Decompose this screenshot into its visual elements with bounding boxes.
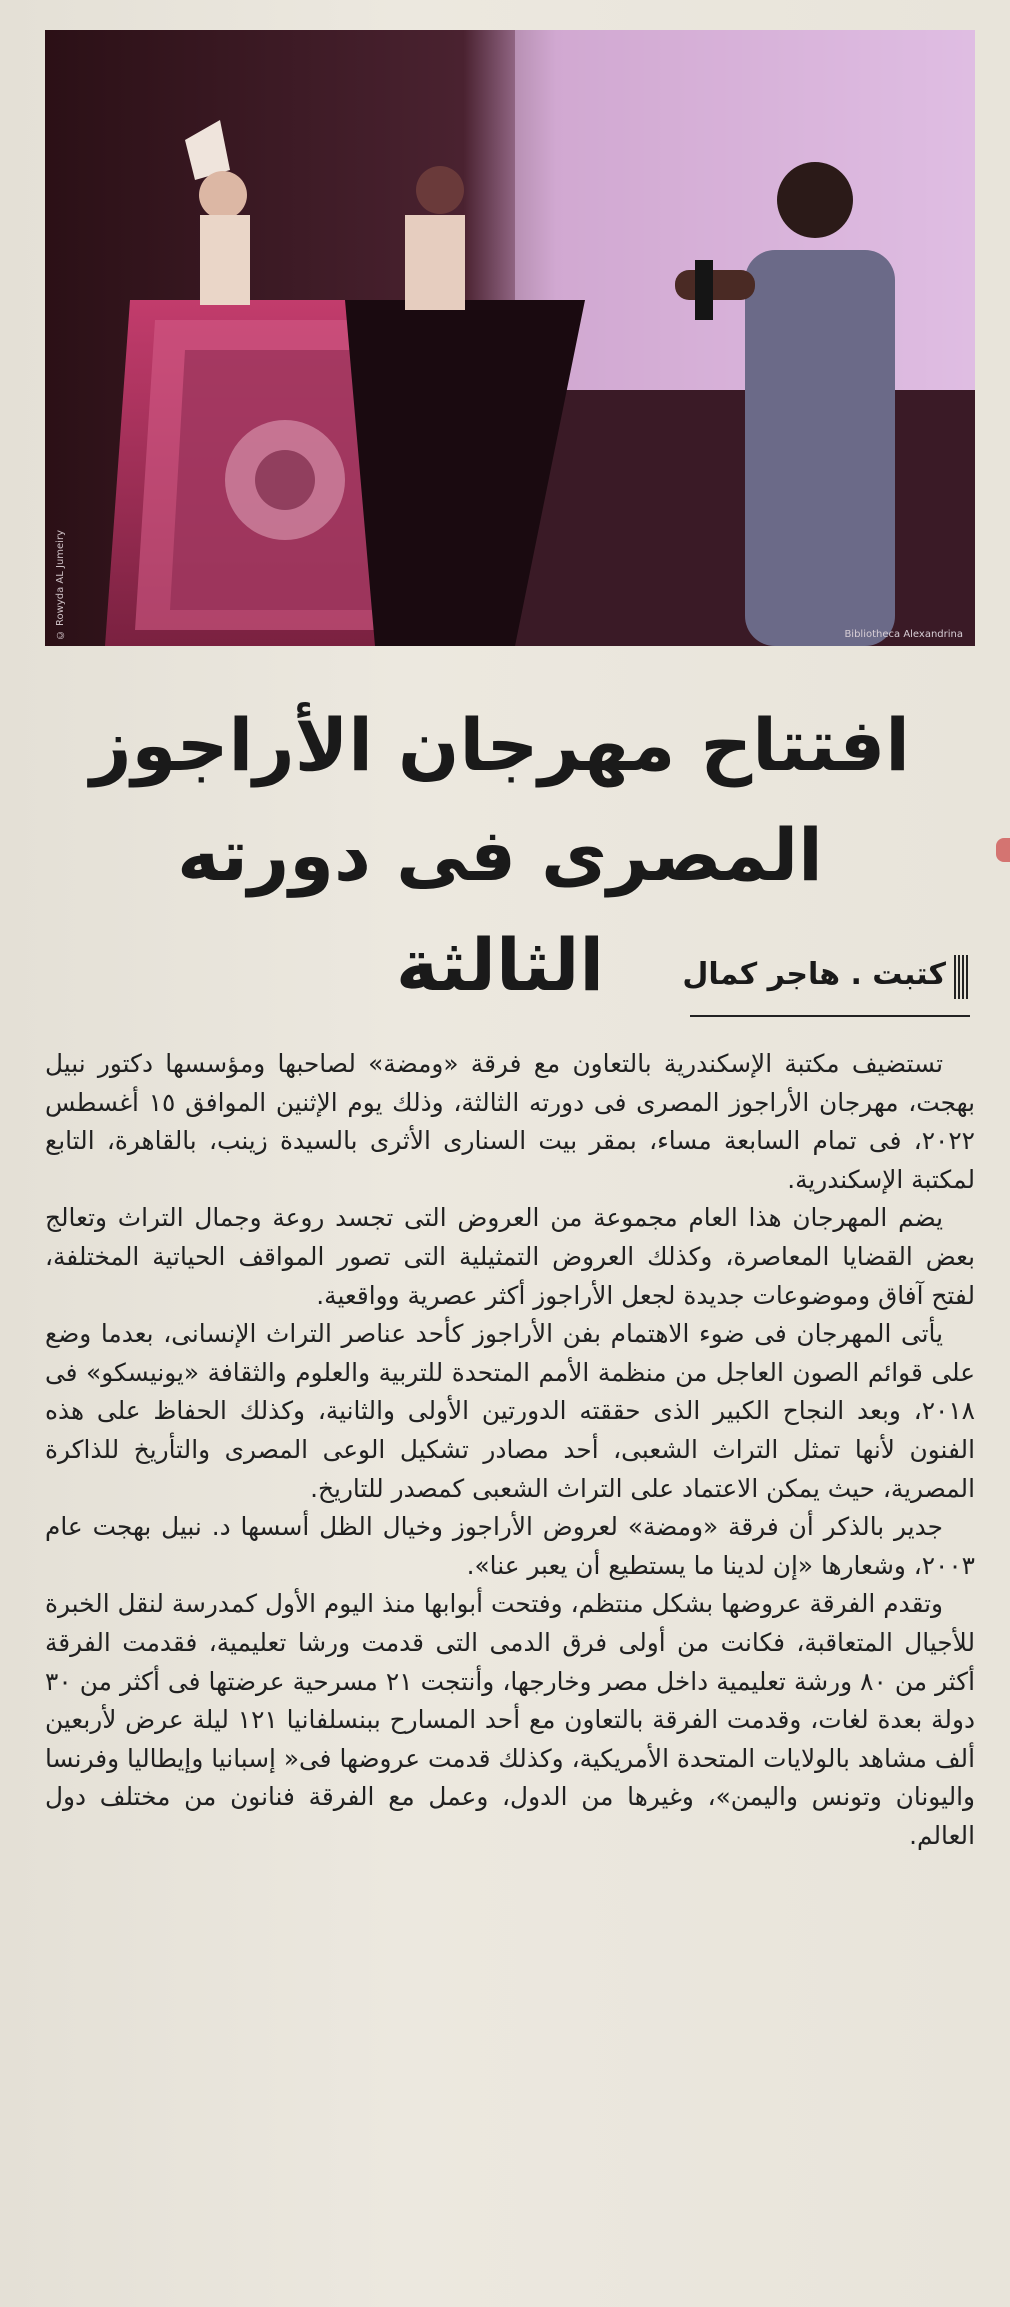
byline-bars-icon	[954, 955, 970, 999]
page-edge-marker	[996, 838, 1010, 862]
paragraph-3: يأتى المهرجان فى ضوء الاهتمام بفن الأراجوز كأحد عناصر التراث الإنسانى، بعدما وضع على قوائم الصون العاجل من منظمة الأمم المتحدة للتربية والعلوم والثقافة «يونيسكو» فى ٢٠١٨، وبعد النجاح الكبير الذى حققته الدورتين الأولى والثانية، وكذلك الحفاظ على هذه الفنون لأنها تمثل التراث الشعبى، أحد مصادر تشكيل الوعى المصرى والتأريخ للذاكرة المصرية، حيث يمكن الاعتماد على التراث الشعبى كمصدر للتاريخ.	[45, 1319, 975, 1503]
paragraph-2: يضم المهرجان هذا العام مجموعة من العروض التى تجسد روعة وجمال التراث وتعالج بعض القضايا المعاصرة، وكذلك العروض التمثيلية التى تصور المواقف الحياتية المختلفة، لفتح آفاق وموضوعات جديدة لجعل الأراجوز أكثر عصرية وواقعية.	[45, 1203, 975, 1310]
paragraph-1: تستضيف مكتبة الإسكندرية بالتعاون مع فرقة «ومضة» لصاحبها ومؤسسها دكتور نبيل بهجت، مهرجان الأراجوز المصرى فى دورته الثالثة، وذلك يوم الإثنين الموافق ١٥ أغسطس ٢٠٢٢، فى تمام السابعة مساء، بمقر بيت السنارى الأثرى بالسيدة زينب، بالقاهرة، التابع لمكتبة الإسكندرية.	[45, 1049, 975, 1194]
article-photo	[45, 30, 975, 646]
headline-line-2: المصرى فى دورته الثالثة	[177, 813, 823, 1007]
photo-credit-left: © Rowyda AL Jumeiry	[55, 529, 66, 640]
byline-text: كتبت . هاجر كمال	[682, 957, 946, 992]
paragraph-5: وتقدم الفرقة عروضها بشكل منتظم، وفتحت أبوابها منذ اليوم الأول كمدرسة لنقل الخبرة للأجيال المتعاقبة، فكانت من أولى فرق الدمى التى قدمت ورشا تعليمية، فقدمت الفرقة أكثر من ٨٠ ورشة تعليمية داخل مصر وخارجها، وأنتجت ٢١ مسرحية عرضتها فى أكثر من ٣٠ دولة بعدة لغات، وقدمت الفرقة بالتعاون مع أحد المسارح ببنسلفانيا ١٢١ ليلة عرض لأربعين ألف مشاهد بالولايات المتحدة الأمريكية، وكذلك قدمت عروضها فى« إسبانيا وإيطاليا وفرنسا واليونان وتونس واليمن»، وغيرها من الدول، وعمل مع الفرقة فنانون من مختلف دول العالم.	[45, 1589, 975, 1850]
byline	[682, 955, 970, 1017]
photo-credit-right: Bibliotheca Alexandrina	[844, 629, 963, 640]
puppet-show-photo	[45, 30, 975, 646]
paragraph-4: جدير بالذكر أن فرقة «ومضة» لعروض الأراجوز وخيال الظل أسسها د. نبيل بهجت عام ٢٠٠٣، وشعارها «إن لدينا ما يستطيع أن يعبر عنا».	[45, 1512, 975, 1580]
article-body	[45, 1045, 975, 1855]
headline-line-1: افتتاح مهرجان الأراجوز	[90, 703, 910, 787]
